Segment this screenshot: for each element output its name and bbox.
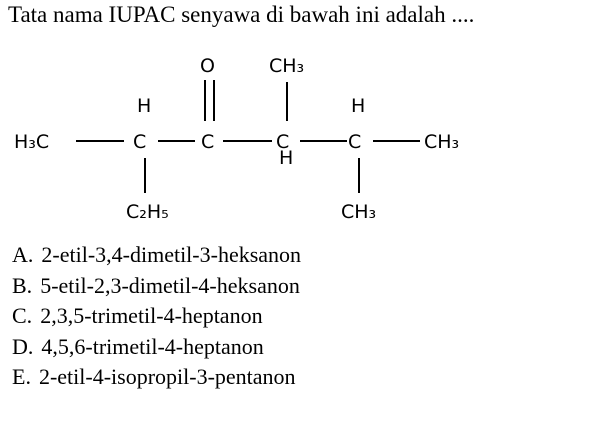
atom-ch3-top-c4: CH₃ (269, 55, 305, 77)
atom-h-top-c5: H (351, 95, 366, 117)
atom-h-bottom-c4: H (279, 147, 294, 169)
option-a[interactable] (12, 240, 301, 271)
question-text: Tata nama IUPAC senyawa di bawah ini adalah .... (8, 2, 475, 27)
option-text: 2-etil-4-isopropil-3-pentanon (38, 364, 296, 389)
answer-options (12, 240, 301, 393)
option-letter: E. (12, 364, 31, 389)
option-text: 2-etil-3,4-dimetil-3-heksanon (41, 242, 302, 267)
atom-c5: C (348, 131, 362, 153)
atom-c2: C (133, 131, 147, 153)
option-text: 5-etil-2,3-dimetil-4-heksanon (40, 272, 300, 298)
option-letter: B. (12, 272, 33, 298)
atom-ch3-bottom-c5: CH₃ (341, 201, 377, 223)
atom-ch3-left: H₃C (14, 131, 50, 153)
option-c[interactable] (12, 301, 301, 332)
atom-ch3-right: CH₃ (424, 131, 460, 153)
atom-c4: C (276, 131, 290, 153)
atom-c3: C (201, 131, 215, 153)
atom-ethyl: C₂H₅ (126, 201, 169, 223)
option-d[interactable] (12, 332, 301, 363)
option-letter: D. (12, 333, 34, 359)
option-letter: C. (12, 303, 33, 328)
option-text: 2,3,5-trimetil-4-heptanon (40, 303, 263, 328)
atom-h-top-c2: H (137, 95, 152, 117)
option-e[interactable] (12, 362, 301, 393)
atom-oxygen: O (200, 55, 215, 77)
option-letter: A. (12, 242, 34, 267)
option-b[interactable] (12, 271, 301, 302)
option-text: 4,5,6-trimetil-4-heptanon (41, 333, 264, 359)
